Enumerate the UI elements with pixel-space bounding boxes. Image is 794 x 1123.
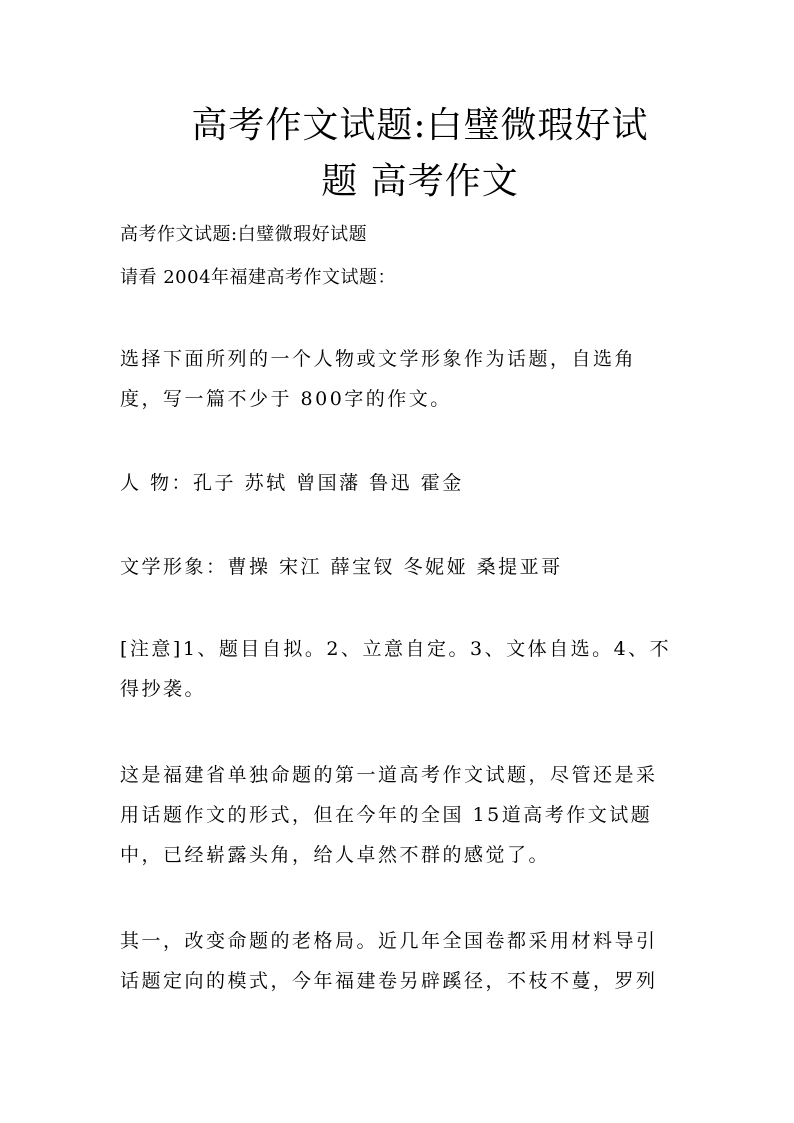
para1-line-3: 中，已经崭露头角，给人卓然不群的感觉了。 [120,844,551,866]
intro-line: 请看 2004年福建高考作文试题： [120,267,397,288]
note-line-1: [注意]1、题目自拟。2、立意自定。3、文体自选。4、不 [120,638,672,660]
subtitle-line: 高考作文试题:白璧微瑕好试题 [120,224,368,245]
note-line-2: 得抄袭。 [120,678,207,700]
title-line-2: 题 高考作文 [321,161,519,202]
note-paragraph [120,629,680,709]
title-line-1: 高考作文试题:白璧微瑕好试 [191,105,649,146]
analysis-paragraph-2 [120,921,680,1001]
para2-line-2: 话题定向的模式，今年福建卷另辟蹊径，不枝不蔓，罗列 [120,970,658,992]
prompt-line-1: 选择下面所列的一个人物或文学形象作为话题，自选角 [120,348,637,370]
para1-line-2: 用话题作文的形式，但在今年的全国 15道高考作文试题 [120,804,653,826]
people-line: 人 物：孔子 苏轼 曾国藩 鲁迅 霍金 [120,472,464,494]
prompt-line-2: 度，写一篇不少于 800字的作文。 [120,388,452,410]
document-title [150,98,690,210]
para1-line-1: 这是福建省单独命题的第一道高考作文试题，尽管还是采 [120,764,658,786]
para2-line-1: 其一，改变命题的老格局。近几年全国卷都采用材料导引 [120,930,658,952]
prompt-paragraph [120,339,680,419]
literary-line: 文学形象：曹操 宋江 薛宝钗 冬妮娅 桑提亚哥 [120,556,563,578]
analysis-paragraph-1 [120,755,680,875]
